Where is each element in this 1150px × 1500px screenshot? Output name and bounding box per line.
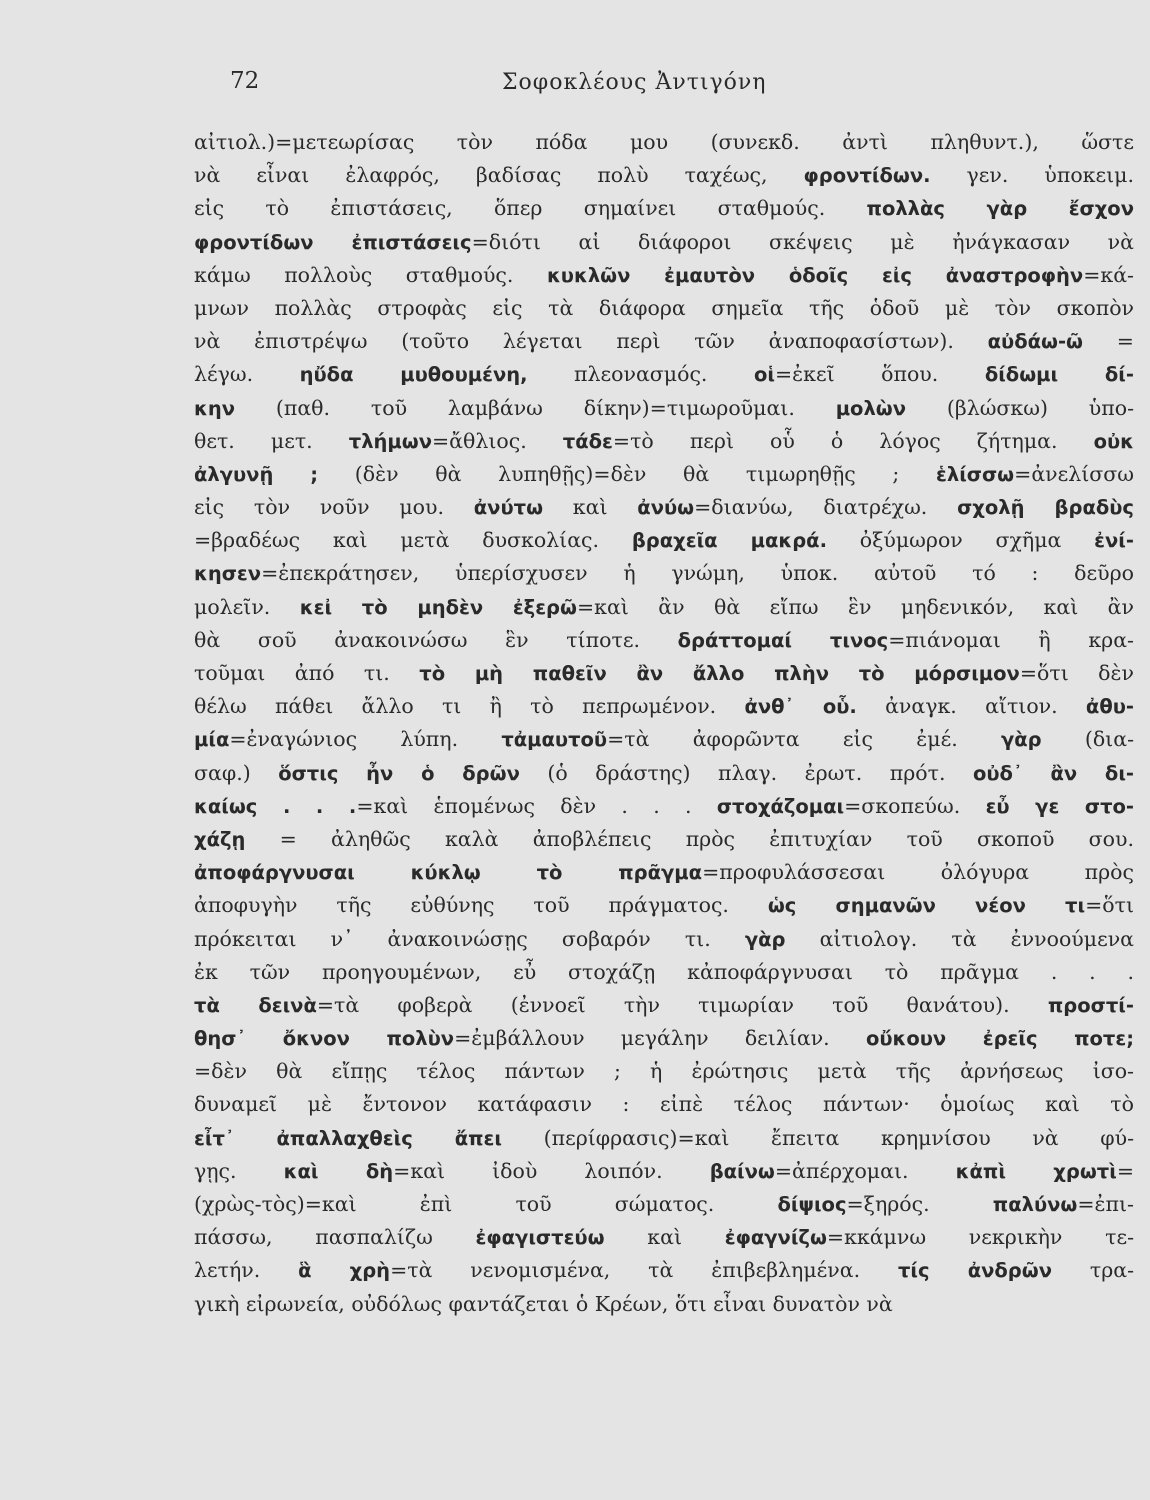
lemma: φροντίδων ἐπιστάσεις	[194, 230, 472, 254]
gloss: =τὰ φοβερὰ (ἐννοεῖ τὴν τιμωρίαν τοῦ θανάτου).	[316, 992, 1048, 1017]
lemma: οὔκουν ἐρεῖς ποτε;	[865, 1027, 1134, 1051]
text-line	[194, 823, 1134, 856]
gloss: ἀποφυγὴν τῆς εὐθύνης τοῦ πράγματος.	[194, 893, 768, 918]
text-line	[194, 856, 1134, 889]
gloss: ὀξύμωρον σχῆμα	[826, 528, 1095, 553]
gloss: γικὴ εἰρωνεία, οὐδόλως φαντάζεται ὁ Κρέων, ὅτι εἶναι δυνατὸν νὰ	[194, 1291, 893, 1316]
gloss: (βλώσκω) ὑπο-	[906, 395, 1134, 420]
lemma: δράττομαί τινος	[677, 628, 889, 652]
lemma: καὶ δὴ	[283, 1159, 394, 1183]
lemma: κην	[194, 396, 236, 420]
text-line	[194, 1055, 1134, 1088]
gloss: μολεῖν.	[194, 594, 300, 619]
gloss: ἐκ τῶν προηγουμένων, εὖ στοχάζῃ κἀποφάργνυσαι τὸ πρᾶγμα . . .	[194, 959, 1134, 984]
gloss: =σκοπεύω.	[844, 793, 986, 818]
gloss: =ὅτι δὲν	[1019, 661, 1134, 685]
gloss: =τὰ νενομισμένα, τὰ ἐπιβεβλημένα.	[390, 1258, 898, 1283]
gloss: =ἐπι-	[1077, 1192, 1134, 1216]
text-line	[194, 259, 1134, 292]
lemma: τἀμαυτοῦ	[501, 728, 608, 752]
gloss: (παθ. τοῦ λαμβάνω δίκην)=τιμωροῦμαι.	[235, 395, 836, 420]
lemma: οἱ	[753, 363, 775, 387]
lemma: παλύνω	[992, 1193, 1078, 1216]
gloss: = ἀληθῶς καλὰ ἀποβλέπεις πρὸς ἐπιτυχίαν τοῦ σκοποῦ σου.	[245, 826, 1134, 851]
lemma: μία	[194, 728, 230, 752]
lemma: βραχεῖα μακρά.	[631, 529, 827, 553]
text-line	[194, 989, 1134, 1022]
gloss: =ξηρός.	[846, 1192, 993, 1216]
text-line	[194, 723, 1134, 756]
gloss: δυναμεῖ μὲ ἔντονον κατάφασιν : εἰπὲ τέλος πάντων· ὁμοίως καὶ τὸ	[194, 1092, 1134, 1117]
gloss: (ὁ δράστης) πλαγ. ἐρωτ. πρότ.	[519, 760, 973, 785]
lemma: ἀνύω	[637, 496, 695, 520]
gloss: θετ. μετ.	[194, 428, 349, 453]
text-line	[194, 757, 1134, 790]
lemma: ἀλγυνῇ ;	[194, 462, 319, 486]
text-line	[194, 458, 1134, 491]
text-line	[194, 292, 1134, 325]
lemma: ἐφαγνίζω	[724, 1226, 827, 1250]
gloss: =τὰ ἀφορῶντα εἰς ἐμέ.	[607, 727, 1001, 752]
lemma: οὐδ᾿ ἂν δι-	[972, 761, 1134, 785]
gloss: τοῦμαι ἀπό τι.	[194, 661, 420, 685]
gloss: εἰς τὸν νοῦν μου.	[194, 495, 474, 520]
text-line	[194, 226, 1134, 259]
gloss: πρόκειται ν᾿ ἀνακοινώσῃς σοβαρόν τι.	[194, 926, 745, 951]
lemma: ἑλίσσω	[936, 462, 1015, 486]
lemma: μολὼν	[835, 396, 907, 420]
lemma: γὰρ	[744, 927, 786, 951]
text-line	[194, 392, 1134, 425]
lemma: εὖ γε στο-	[985, 794, 1134, 818]
lemma: πολλὰς γὰρ ἔσχον	[866, 197, 1134, 221]
gloss: =κά-	[1083, 262, 1134, 287]
gloss: (χρὼς-τὸς)=καὶ ἐπὶ τοῦ σώματος.	[194, 1192, 778, 1216]
gloss: μνων πολλὰς στροφὰς εἰς τὰ διάφορα σημεῖα τῆς ὁδοῦ μὲ τὸν σκοπὸν	[194, 295, 1134, 320]
running-title: Σοφοκλέους Ἀντιγόνη	[502, 70, 767, 95]
gloss: κάμω πολλοὺς σταθμούς.	[194, 262, 547, 287]
lemma: ἀθυ-	[1085, 695, 1134, 719]
text-line	[194, 1288, 1134, 1321]
lemma: χάζῃ	[194, 827, 246, 851]
gloss: =ἐναγώνιος λύπη.	[229, 727, 502, 752]
gloss: =καὶ ἑπομένως δὲν . . .	[356, 793, 717, 818]
gloss: =καὶ ἰδοὺ λοιπόν.	[393, 1158, 710, 1183]
text-line	[194, 591, 1134, 624]
lemma: αὐδάω-ῶ	[987, 330, 1084, 354]
gloss: σαφ.)	[194, 760, 279, 785]
gloss: =πιάνομαι ἢ κρα-	[888, 627, 1134, 652]
text-line	[194, 1221, 1134, 1254]
gloss: γεν. ὑποκειμ.	[930, 163, 1134, 188]
text-line	[194, 325, 1134, 358]
lemma: καίως . . .	[194, 794, 357, 818]
lemma: ηὔδα μυθουμένη,	[299, 363, 528, 387]
lemma: κυκλῶν ἐμαυτὸν ὁδοῖς εἰς ἀναστροφὴν	[546, 263, 1084, 287]
gloss: =καὶ ἂν θὰ εἴπω ἓν μηδενικόν, καὶ ἂν	[576, 594, 1134, 619]
gloss: =διανύω, διατρέχω.	[694, 495, 958, 520]
lemma: δίψιος	[777, 1193, 847, 1216]
gloss: (δια-	[1041, 727, 1134, 752]
lemma: τάδε	[562, 429, 613, 453]
lemma: προστί-	[1047, 993, 1134, 1017]
gloss: =κκάμνω νεκρικὴν τε-	[826, 1225, 1134, 1250]
lemma: οὐκ	[1093, 429, 1134, 453]
text-line	[194, 159, 1134, 192]
text-line	[194, 956, 1134, 989]
text-line	[194, 923, 1134, 956]
lemma: ὅστις ἦν ὁ δρῶν	[278, 761, 520, 785]
gloss: =τὸ περὶ οὗ ὁ λόγος ζήτημα.	[612, 428, 1094, 453]
lemma: κεἰ τὸ μηδὲν ἐξερῶ	[299, 595, 577, 619]
gloss: =ἐπεκράτησεν, ὑπερίσχυσεν ἡ γνώμη, ὑποκ. αὐτοῦ τό : δεῦρο	[261, 561, 1134, 586]
text-line	[194, 1254, 1134, 1287]
lemma: κησεν	[194, 562, 262, 586]
gloss: =ἀνελίσσω	[1014, 461, 1134, 486]
gloss: αἰτιολογ. τὰ ἐννοούμενα	[785, 926, 1134, 951]
gloss: =ἄθλιος.	[432, 428, 563, 453]
lemma: τίς ἀνδρῶν	[897, 1259, 1052, 1283]
gloss: =	[1116, 1158, 1134, 1183]
gloss: =ὅτι	[1085, 893, 1134, 918]
text-line	[194, 1122, 1134, 1155]
gloss: γῃς.	[194, 1158, 284, 1183]
lemma: τλήμων	[348, 429, 432, 453]
text-line	[194, 690, 1134, 723]
gloss: =διότι αἱ διάφοροι σκέψεις μὲ ἠνάγκασαν νὰ	[471, 229, 1134, 254]
gloss: =βραδέως καὶ μετὰ δυσκολίας.	[194, 528, 632, 553]
text-line	[194, 425, 1134, 458]
gloss: τρα-	[1051, 1258, 1134, 1283]
gloss: ἀναγκ. αἴτιον.	[856, 694, 1086, 719]
gloss: νὰ εἶναι ἐλαφρός, βαδίσας πολὺ ταχέως,	[194, 163, 804, 188]
lemma: σχολῇ βραδὺς	[957, 496, 1134, 520]
lemma: δίδωμι δί-	[984, 363, 1134, 387]
lemma: εἶτ᾿ ἀπαλλαχθεὶς ἄπει	[194, 1126, 502, 1150]
gloss: θὰ σοῦ ἀνακοινώσω ἓν τίποτε.	[194, 627, 678, 652]
gloss: =ἐκεῖ ὅπου.	[774, 362, 985, 387]
gloss: (περίφρασις)=καὶ ἔπειτα κρημνίσου νὰ φύ-	[501, 1125, 1134, 1150]
commentary-text	[194, 126, 1134, 1321]
text-line	[194, 192, 1134, 225]
lemma: ὡς σημανῶν νέον τι	[767, 894, 1086, 918]
text-line	[194, 1088, 1134, 1121]
lemma: ἐφαγιστεύω	[475, 1226, 605, 1250]
gloss: εἰς τὸ ἐπιστάσεις, ὅπερ σημαίνει σταθμούς.	[194, 196, 867, 221]
lemma: κἀπὶ χρωτὶ	[955, 1159, 1117, 1183]
lemma: ἀποφάργνυσαι κύκλῳ τὸ πρᾶγμα	[194, 861, 703, 885]
lemma: ἀνθ᾿ οὗ.	[744, 695, 857, 719]
lemma: γὰρ	[1000, 728, 1042, 752]
gloss: πλεονασμός.	[527, 362, 754, 387]
gloss: καὶ	[604, 1225, 725, 1250]
gloss: λετήν.	[194, 1258, 299, 1283]
gloss: πάσσω, πασπαλίζω	[194, 1225, 476, 1250]
text-line	[194, 491, 1134, 524]
lemma: θησ᾿ ὄκνον πολὺν	[194, 1027, 455, 1051]
gloss: θέλω πάθει ἄλλο τι ἢ τὸ πεπρωμένον.	[194, 694, 745, 719]
gloss: καὶ	[543, 495, 638, 520]
gloss: =προφυλάσσεσαι ὀλόγυρα πρὸς	[702, 860, 1134, 885]
text-line	[194, 358, 1134, 391]
text-line	[194, 790, 1134, 823]
lemma: στοχάζομαι	[716, 794, 845, 818]
gloss: λέγω.	[194, 362, 300, 387]
gloss: =ἀπέρχομαι.	[774, 1158, 956, 1183]
text-line	[194, 624, 1134, 657]
text-line	[194, 524, 1134, 557]
text-line	[194, 889, 1134, 922]
gloss: =	[1083, 329, 1134, 354]
gloss: =δὲν θὰ εἴπῃς τέλος πάντων ; ἡ ἐρώτησις μετὰ τῆς ἀρνήσεως ἰσο-	[194, 1059, 1134, 1084]
lemma: τὸ μὴ παθεῖν ἂν ἄλλο πλὴν τὸ μόρσιμον	[419, 662, 1020, 685]
gloss: αἰτιολ.)=μετεωρίσας τὸν πόδα μου (συνεκδ. ἀντὶ πληθυντ.), ὥστε	[194, 130, 1134, 154]
gloss: =ἐμβάλλουν μεγάλην δειλίαν.	[454, 1026, 866, 1051]
text-line	[194, 1188, 1134, 1221]
lemma: βαίνω	[709, 1159, 775, 1183]
page-number: 72	[230, 68, 260, 94]
text-line	[194, 657, 1134, 690]
lemma: τὰ δεινὰ	[194, 993, 317, 1017]
gloss: (δὲν θὰ λυπηθῇς)=δὲν θὰ τιμωρηθῇς ;	[318, 461, 937, 486]
page-header	[0, 68, 1150, 108]
text-line	[194, 557, 1134, 590]
lemma: ἐνί-	[1094, 529, 1134, 553]
gloss: νὰ ἐπιστρέψω (τοῦτο λέγεται περὶ τῶν ἀναποφασίστων).	[194, 329, 988, 354]
lemma: φροντίδων.	[803, 164, 931, 188]
lemma: ἀνύτω	[473, 496, 544, 520]
lemma: ἃ χρὴ	[298, 1259, 391, 1283]
text-line	[194, 1022, 1134, 1055]
text-line	[194, 126, 1134, 159]
text-line	[194, 1155, 1134, 1188]
